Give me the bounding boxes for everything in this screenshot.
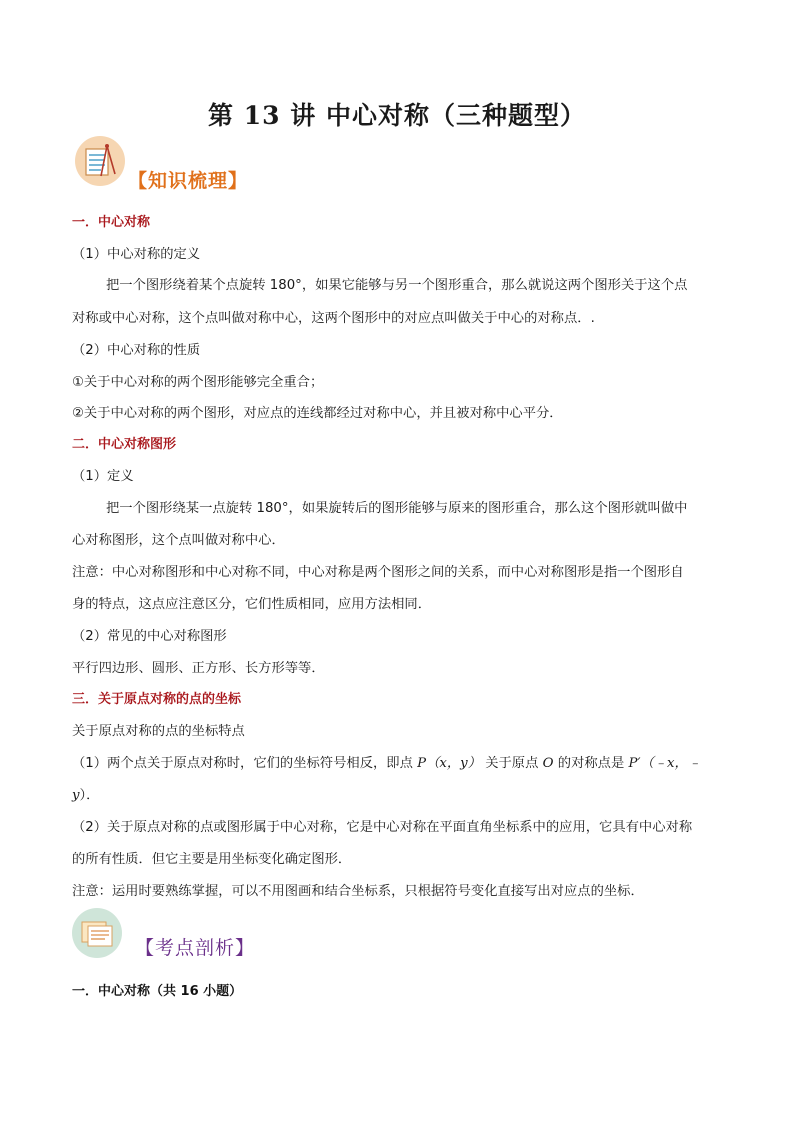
paragraph: 注意：中心对称图形和中心对称不同，中心对称是两个图形之间的关系，而中心对称图形是指一个图形自 (72, 565, 684, 580)
notebook-compass-icon (75, 136, 125, 186)
math-y: y (72, 788, 80, 803)
paragraph: （2）关于原点对称的点或图形属于中心对称，它是中心对称在平面直角坐标系中的应用，它具有中心对称 (72, 820, 693, 835)
text-run: 的对称点是 (557, 756, 625, 771)
math-point-p: P（x，y） (417, 756, 481, 771)
section-heading-4: 一．中心对称（共 16 小题） (72, 984, 243, 999)
math-point-p-prime: P′（﹣x，﹣ (628, 756, 702, 771)
text-run: （1）两个点关于原点对称时，它们的坐标符号相反，即点 (72, 756, 413, 771)
paragraph: （2）常见的中心对称图形 (72, 629, 227, 644)
text-run: 关于原点 (485, 756, 539, 771)
paragraph: 心对称图形，这个点叫做对称中心． (72, 533, 285, 548)
paragraph: 把一个图形绕着某个点旋转 180°，如果它能够与另一个图形重合，那么就说这两个图形关于这个点 (106, 278, 688, 293)
section-heading-3: 三．关于原点对称的点的坐标 (72, 692, 242, 707)
paragraph: （1）定义 (72, 469, 134, 484)
text-run: ）． (79, 788, 100, 803)
paragraph: （2）中心对称的性质 (72, 343, 201, 358)
paragraph: ①关于中心对称的两个图形能够完全重合； (72, 375, 324, 390)
paragraph-continued (72, 787, 722, 805)
analysis-heading: 【考点剖析】 (135, 937, 256, 959)
paragraph: ②关于中心对称的两个图形，对应点的连线都经过对称中心，并且被对称中心平分． (72, 406, 563, 421)
paragraph: 平行四边形、圆形、正方形、长方形等等． (72, 661, 325, 676)
paragraph: 对称或中心对称，这个点叫做对称中心，这两个图形中的对应点叫做关于中心的对称点．. (72, 311, 595, 326)
documents-icon (72, 908, 122, 958)
section-heading-2: 二．中心对称图形 (72, 437, 177, 452)
math-origin-o: O (542, 756, 554, 771)
knowledge-heading: 【知识梳理】 (128, 170, 249, 192)
paragraph: （1）中心对称的定义 (72, 247, 201, 262)
paragraph: 关于原点对称的点的坐标特点 (72, 724, 245, 739)
section-heading-1: 一．中心对称 (72, 215, 151, 230)
paragraph: 的所有性质．但它主要是用坐标变化确定图形． (72, 852, 352, 867)
paragraph-coordinates (72, 755, 722, 773)
page-title: 第 13 讲 中心对称（三种题型） (208, 101, 586, 130)
paragraph: 把一个图形绕某一点旋转 180°，如果旋转后的图形能够与原来的图形重合，那么这个图形就叫做中 (106, 501, 688, 516)
paragraph: 身的特点，这点应注意区分，它们性质相同，应用方法相同． (72, 597, 432, 612)
paragraph: 注意：运用时要熟练掌握，可以不用图画和结合坐标系，只根据符号变化直接写出对应点的坐标． (72, 884, 644, 899)
